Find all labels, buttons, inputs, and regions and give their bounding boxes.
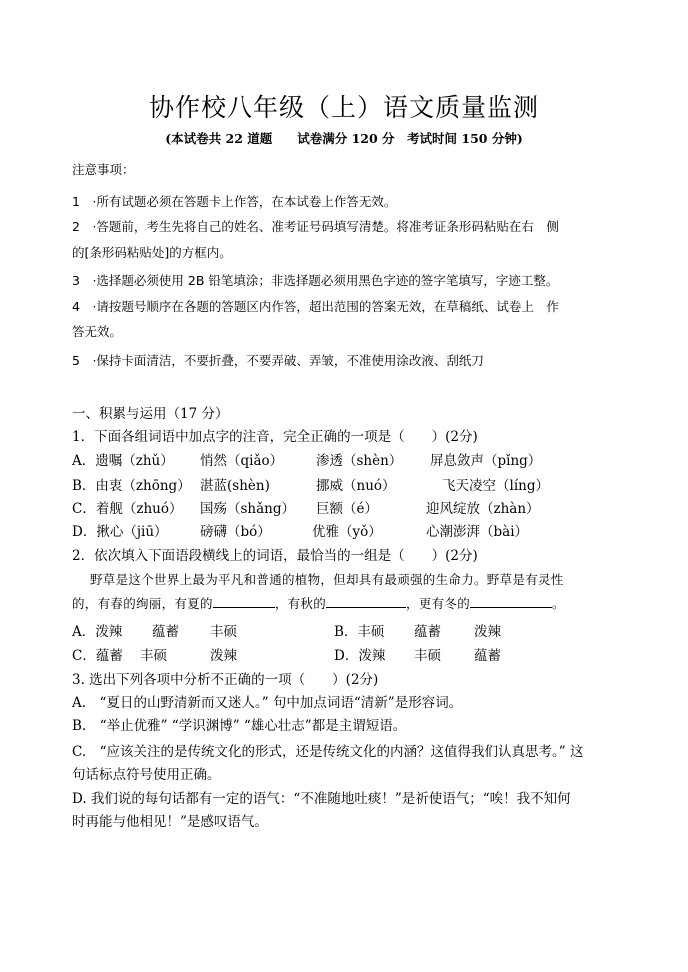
answer-blank-2[interactable] — [326, 595, 406, 608]
notice-item-3: 3 ·选择题必须使用 2B 铅笔填涂；非选择题必须用黑色字迹的签字笔填写，字迹工整。 — [72, 273, 559, 288]
option-word: A．泼辣 — [72, 624, 123, 640]
question-2-options-cd — [72, 644, 612, 664]
option-word: 挪威（nuó） — [316, 478, 396, 494]
exam-info: (本试卷共 22 道题 试卷满分 120 分 考试时间 150 分钟) — [165, 131, 523, 146]
option-word: 湛蓝(shèn) — [200, 478, 270, 494]
question-3-option-d-cont: 时再能与他相见！”是感叹语气。 — [72, 814, 268, 830]
option-word: B．丰硕 — [334, 624, 385, 640]
question-2-passage-line-1: 野草是这个世界上最为平凡和普通的植物，但却具有最顽强的生命力。野草是有灵性 — [90, 572, 564, 587]
option-word: 蕴蓄 — [414, 624, 441, 640]
passage-text: ，有秋的 — [274, 596, 327, 611]
option-word: 磅礴（bó） — [200, 524, 271, 540]
answer-blank-1[interactable] — [213, 595, 275, 608]
notice-item-5: 5 ·保持卡面清洁，不要折叠，不要弄破、弄皱，不准使用涂改液、刮纸刀 — [72, 353, 484, 368]
option-word: 巨额（é） — [316, 501, 378, 517]
option-word: D．泼辣 — [334, 648, 386, 664]
option-word: 悄然（qiǎo） — [200, 453, 284, 469]
question-1-option-c — [72, 497, 612, 517]
option-word: 蕴蓄 — [474, 648, 501, 664]
option-word: 迎风绽放（zhàn） — [426, 501, 540, 517]
page-title: 协作校八年级（上）语文质量监测 — [148, 93, 539, 122]
notice-heading: 注意事项： — [72, 162, 135, 177]
passage-text: 。 — [552, 596, 565, 611]
option-word: 屏息敛声（pǐng） — [430, 453, 542, 469]
notice-item-2-cont: 的[条形码粘贴处]的方框内。 — [72, 245, 232, 260]
option-word: 优雅（yǒ） — [312, 524, 382, 540]
question-2-options-ab — [72, 620, 612, 640]
notice-item-2: 2 ·答题前，考生先将自己的姓名、准考证号码填写清楚。将准考证条形码粘贴在右 侧 — [72, 219, 559, 234]
question-2-stem: 2．依次填入下面语段横线上的词语，最恰当的一组是（ ）(2分) — [72, 548, 478, 564]
option-word: B．由衷（zhōng） — [72, 478, 191, 494]
option-word: D．揪心（jiū） — [72, 524, 168, 540]
option-word: C．着舰（zhuó） — [72, 501, 183, 517]
passage-text: ，更有冬的 — [406, 596, 471, 611]
question-3-option-d: D. 我们说的每句话都有一定的语气：“不准随地吐痰！”是祈使语气；“唉！我不知何 — [72, 791, 571, 807]
question-3-option-a: A. “夏日的山野清新而又迷人。” 句中加点词语“清新”是形容词。 — [72, 695, 463, 711]
option-word: 泼辣 — [474, 624, 501, 640]
notice-item-4-cont: 答无效。 — [72, 324, 123, 339]
section-heading: 一、积累与运用（17 分） — [72, 406, 229, 422]
notice-item-4: 4 ·请按题号顺序在各题的答题区内作答，超出范围的答案无效，在草稿纸、试卷上 作 — [72, 299, 559, 314]
question-2-passage-line-2 — [72, 594, 565, 612]
question-3-stem: 3. 选出下列各项中分析不正确的一项（ ）(2分) — [72, 672, 379, 688]
passage-text: 的，有春的绚丽，有夏的 — [72, 596, 213, 611]
option-word: A．遗嘱（zhǔ） — [72, 453, 174, 469]
option-word: 蕴蓄 — [152, 624, 179, 640]
question-3-option-b: B. “举止优雅” “学识渊博” “雄心壮志”都是主谓短语。 — [72, 718, 407, 734]
answer-blank-3[interactable] — [470, 595, 552, 608]
option-word: 丰硕 — [210, 624, 237, 640]
question-3-option-c: C. “应该关注的是传统文化的形式，还是传统文化的内涵？这值得我们认真思考。” 这 — [72, 744, 584, 760]
option-word: 丰硕 — [140, 648, 167, 664]
question-1-option-b — [72, 474, 612, 494]
option-word: C．蕴蓄 — [72, 648, 123, 664]
question-1-option-a — [72, 449, 612, 469]
question-3-option-c-cont: 句话标点符号使用正确。 — [72, 767, 221, 783]
option-word: 国殇（shǎng） — [200, 501, 296, 517]
option-word: 心潮澎湃（bài） — [426, 524, 529, 540]
question-1-stem: 1．下面各组词语中加点字的注音，完全正确的一项是（ ）(2分) — [72, 429, 478, 445]
notice-item-1: 1 ·所有试题必须在答题卡上作答，在本试卷上作答无效。 — [72, 194, 397, 209]
option-word: 飞天凌空（líng） — [442, 478, 549, 494]
option-word: 渗透（shèn） — [316, 453, 403, 469]
option-word: 泼辣 — [210, 648, 237, 664]
question-1-option-d — [72, 520, 612, 540]
option-word: 丰硕 — [414, 648, 441, 664]
